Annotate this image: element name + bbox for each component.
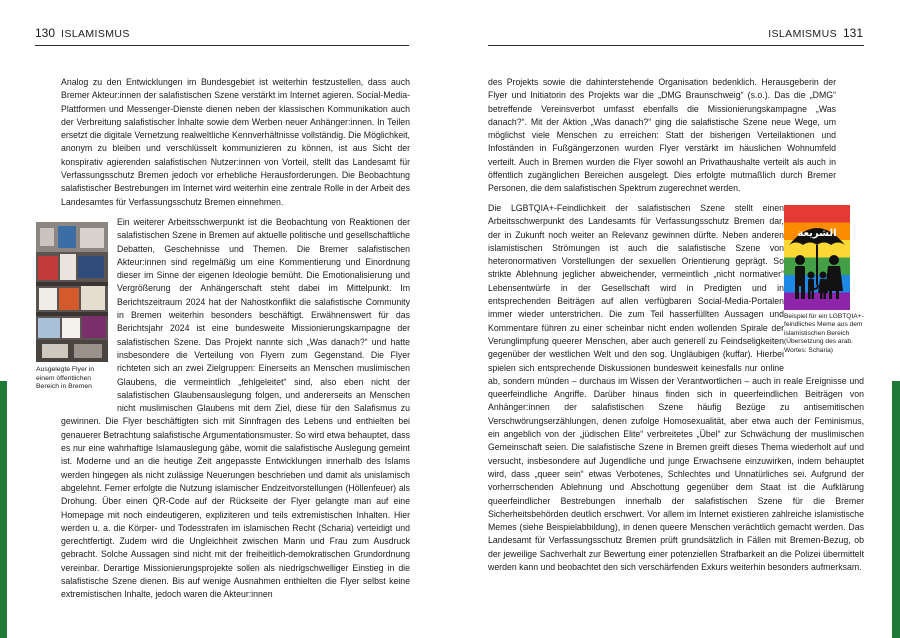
right-header-rule [488, 45, 864, 46]
left-paragraph-2 [61, 216, 410, 602]
left-paragraph-2-text: Ein weiterer Arbeitsschwerpunkt ist die Beobachtung von Reaktionen der salafistischen Szene in Bremen auf aktuelle politische und gesellschaftliche Debatten, Geschehnisse und Themen. Die Bremer salafistischen Akteur:innen sind regelmäßig um eine Kommentierung und Einordnung dieser im Sinne der eigenen Ideologie bemüht. Die Emotionalisierung und Vergrößerung der Anhängerschaft steht dabei im Mittelpunkt. Im Berichtszeitraum 2024 hat der Nahostkonflikt die salafistische Community in Bremen weiterhin besonders beschäftigt. Erwähnenswert für das Berichtsjahr 2024 ist eine bundesweite Missionierungskampagne der salafistischen Szene. Das Projekt nannte sich „Was danach?“ und hatte insbesondere die Verteilung von Flyern zum Gegenstand. Die Flyer richteten sich an zwei Zielgruppen: Einerseits an Menschen muslimischen Glaubens, die vermeintlich „fehlgeleitet“ sind, also eben nicht der salafistischen Glaubensauslegung folgen, und andererseits an Menschen nicht muslimischen Glaubens mit dem Ziel, diese für den Salafismus zu gewinnen. Die Flyer beschäftigten sich mit Sinnfragen des Lebens und enthielten bei genauerer Betrachtung salafistische Argumentationsmuster. So wird etwa behauptet, dass es nur eine wahrhaftige Islamauslegung gäbe, womit die salafistische Auslegung gemeint ist. Moderne und an die heutige Zeit angepasste Entwicklungen innerhalb des Islams werden hingegen als nicht zulässige Neuerungen beschrieben und damit als unislamisch abgelehnt. Ferner erfolgte die Nutzung islamischer Endzeitvorstellungen (Höllenfeuer) als Drohung. Über einen QR-Code auf der Rückseite der Flyer gelangte man auf eine Homepage mit noch eindeutigeren, expliziteren und teils extremistischen Inhalten. Hier werden u. a. die Körper- und Todesstrafen im islamischen Recht (Scharia) verteidigt und gerechtfertigt. Zudem wird die Ungleichheit zwischen Mann und Frau zum Ausdruck gebracht. Solche Aussagen sind nicht mit der freiheitlich-demokratischen Grundordnung vereinbar. Derartige Missionierungsprojekte sollen als niedrigschwelliger Einstieg in die salafistische Szene dienen. Bis auf wenige Ausnahmen enthielten die Flyer selbst keine extremistischen Inhalte, jedoch waren die Akteur:innen [61, 217, 410, 600]
right-running-header [768, 26, 863, 40]
right-page [450, 0, 900, 638]
flyer-rack-photo [36, 222, 108, 362]
right-page-number: 131 [842, 26, 863, 40]
meme-arabic-word: الشريعة [797, 228, 837, 239]
right-paragraph-1: des Projekts sowie die dahinterstehende Organisation bedenklich. Herausgeberin der Flyer und Initiatorin des Projekts war die „DMG Braunschweig“ (s.o.). Das die „DMG“ betreffende Vereinsverbot umfasst ebenfalls die Missionierungskampagne „Was danach?“. Mit der Aktion „Was danach?“ ging die salafistische Szene neue Wege, um möglichst viele Menschen zu erreichen: Statt der bisherigen Verteilaktionen und Infoständen in Fußgängerzonen wurden Flyer verstärkt im häuslichen Wohnumfeld verteilt. Auch in Bremen wurden die Flyer sowohl an Privathaushalte verteilt als auch in öffentlich zugänglichen Bereichen ausgelegt. Dies erfolgte mutmaßlich durch Bremer Personen, die dem salafistischen Spektrum zugerechnet werden. [488, 77, 836, 194]
left-running-header [35, 26, 130, 40]
left-page-number: 130 [35, 26, 56, 40]
photo-caption: Ausgelegte Flyer in einem öffentlichen Bereich in Bremen [36, 366, 95, 391]
umbrella-family-meme [784, 205, 850, 310]
left-paragraph-1: Analog zu den Entwicklungen im Bundesgebiet ist weiterhin festzustellen, dass auch Bremer Akteur:innen der salafistischen Szene verstärkt im Internet agieren. Social-Media-Plattformen und Messenger-Dienste dienen neben der klassischen Kommunikation auch der Verbreitung salafistischer Inhalte sowie dem Werben neuer Anhänger:innen. In Teilen ersetzt die digitale Vernetzung realweltliche Kennverhältnisse vollständig. Die Möglichkeit, anonym zu bleiben und verschlüsselt kommunizieren zu können, ist aus Sicht der konspirativ agierenden salafistischen Nutzer:innen von Vorteil, stellt das Landesamt für Verfassungsschutz Bremen jedoch vor erhebliche Herausforderungen. Die Beobachtung salafistischer Bestrebungen im Internet wird weiterhin eine zentrale Rolle in der Arbeit des Landesamtes für Verfassungsschutz Bremen einnehmen. [61, 77, 410, 207]
right-green-edge-bar [892, 381, 900, 638]
meme-caption: Beispiel für ein LGBTQIA+-feindliches Meme aus dem islamistischen Bereich (Übersetzung des arab. Wortes: Scharia) [784, 313, 864, 354]
right-running-head: ISLAMISMUS [768, 28, 837, 40]
left-green-edge-bar [0, 381, 7, 638]
left-header-rule [35, 45, 409, 46]
right-paragraph-2-text: Die LGBTQIA+-Feindlichkeit der salafistischen Szene stellt einen Arbeitsschwerpunkt des Landesamts für Verfassungsschutz Bremen dar, der in Zukunft noch weiter an Relevanz gewinnen dürfte. Neben anderen islamistischen Strömungen ist auch die salafistische Szene von heteronormativen Vorstellungen der sexuellen Orientierung geprägt. So strikte Ablehnung jeglicher abweichender, vermeintlich „nicht normativer“ Lebensentwürfe in der Gesellschaft wird in Predigten und in entsprechenden Beiträgen auf allen verfügbaren Social-Media-Portalen immer wieder unterstrichen. Die zum Teil hasserfüllten Aussagen und Kommentare führen zu einer scheinbar nicht enden wollenden Spirale der Verunglimpfung queerer Menschen, aber auch generell zu Feindseligkeiten gegenüber der westlichen Welt und den sog. Ungläubigen (kuffar). Hierbei spielen sich entsprechende Diskussionen bundesweit keinesfalls nur online ab, sondern münden – durchaus im Wissen der Verantwortlichen – auch in reale Ereignisse und queerfeindliche Angriffe. Darüber hinaus finden sich in queerfeindlichen Beiträgen von Anhänger:innen der salafistischen Szene häufig Bezüge zu antisemitischen Verschwörungserzählungen, denen zufolge Homosexualität, aber etwa auch der Feminismus, ein angeblich von der „jüdischen Elite“ verbreitetes „Übel“ zur Schwächung der muslimischen Gemeinschaft seien. Die salafistische Szene in Bremen greift dieses Thema wiederholt auf und versucht, insbesondere auf Jugendliche und junge Erwachsene einzuwirken, indem behauptet wird, dass „queer sein“ etwas Verbotenes, Schlechtes und Unnatürliches sei. Aufgrund der vorherrschenden Ablehnung und Abschottung gegenüber dem Staat ist die Aufklärung queerfeindlicher Bestrebungen innerhalb der salafistischen Szene für die Bremer Sicherheitsbehörden deutlich erschwert. Vor allem im Internet existieren zahlreiche islamistische Memes (siehe Beispielabbildung), in denen queere Menschen verächtlich gemacht werden. Das Landesamt für Verfassungsschutz Bremen prüft grundsätzlich in Fällen mit Bremen-Bezug, ob der jeweilige Sachverhalt zur Bewertung einer potenziellen Strafbarkeit an die Polizei übermittelt werden kann und beobachtet den sich verschärfenden Exkurs weiterhin besonders aufmerksam. [488, 203, 864, 573]
left-running-head: ISLAMISMUS [61, 28, 130, 40]
